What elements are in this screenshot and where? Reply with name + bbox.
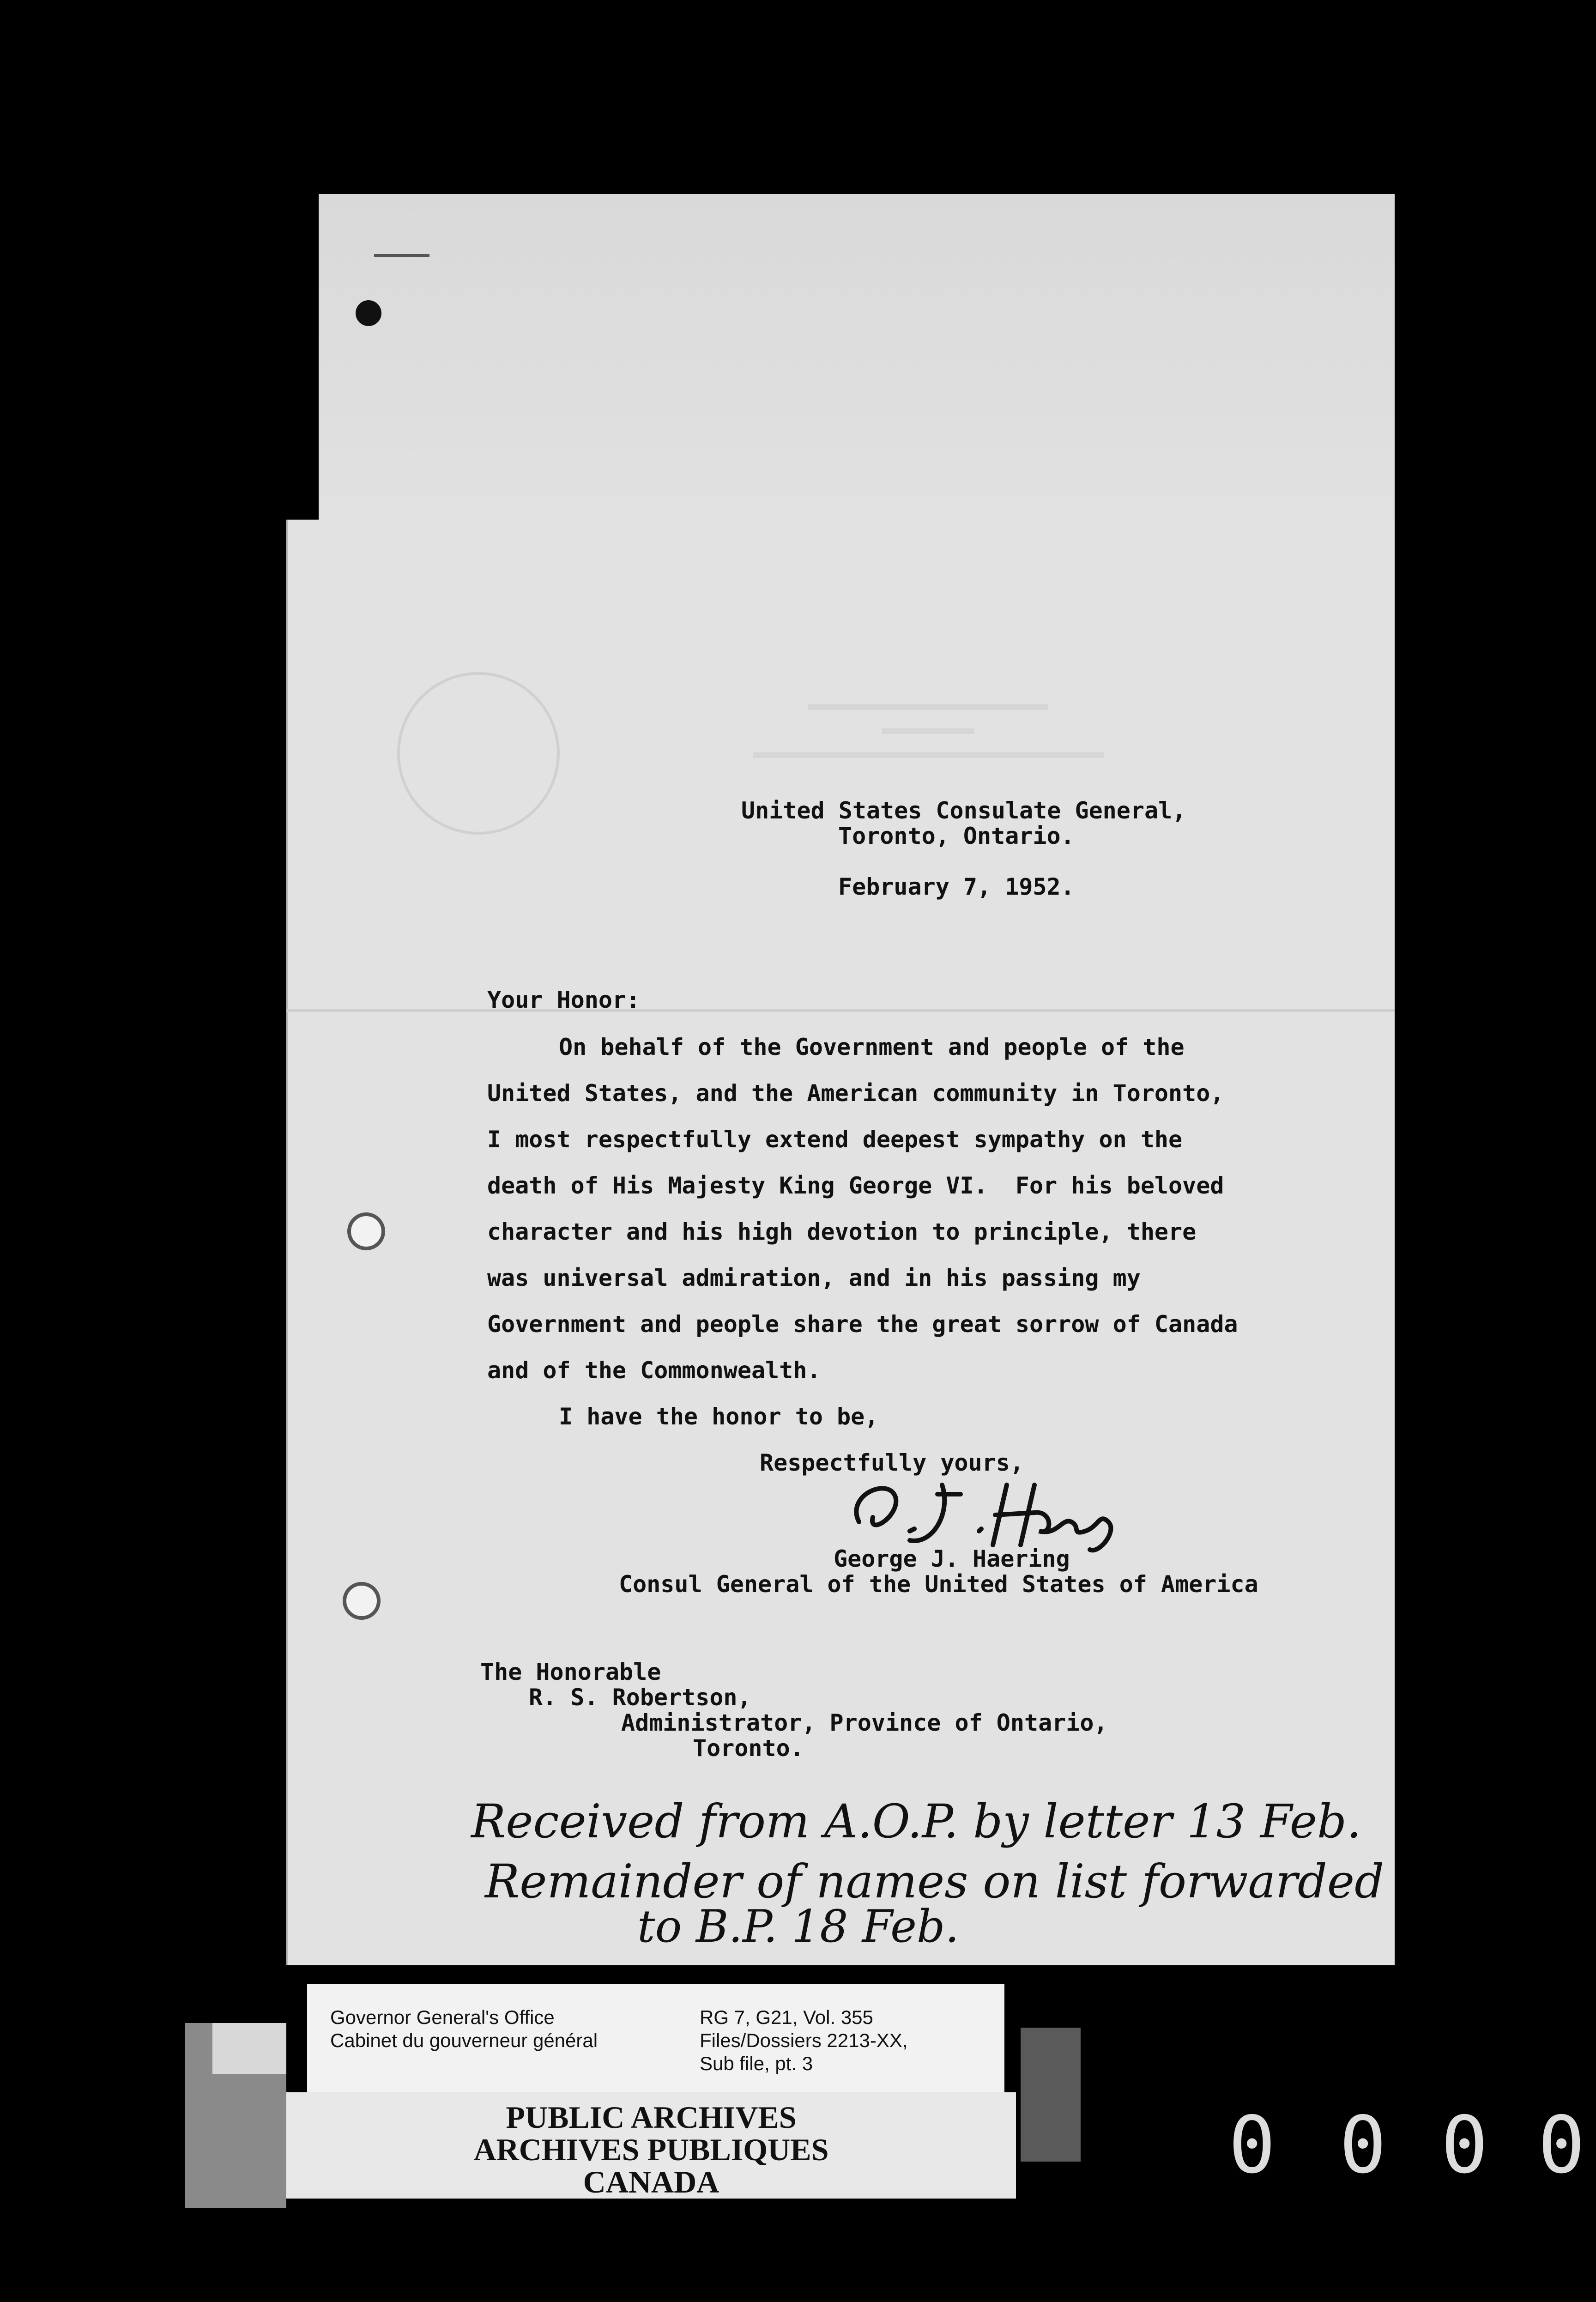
signer-name: George J. Haering xyxy=(834,1545,1070,1572)
complimentary-close: Respectfully yours, xyxy=(760,1449,1024,1476)
handwritten-note-line: Remainder of names on list forwarded xyxy=(485,1854,1384,1908)
addressee-line: Toronto. xyxy=(693,1735,804,1762)
body-line: Government and people share the great sorrow of Canada xyxy=(487,1311,1238,1338)
archive-reference-line: RG 7, G21, Vol. 355 xyxy=(700,2006,873,2028)
handwritten-note-line: to B.P. 18 Feb. xyxy=(637,1901,959,1952)
archive-reference-label xyxy=(307,1984,1004,2095)
closing-line: I have the honor to be, xyxy=(559,1403,879,1430)
frame-counter-digit: 0 xyxy=(1339,2100,1387,2191)
punch-hole-ring xyxy=(347,1212,385,1250)
archive-reference-line: Sub file, pt. 3 xyxy=(700,2053,813,2074)
frame-counter-digit: 0 xyxy=(1441,2100,1488,2191)
body-line: character and his high devotion to principle, there xyxy=(487,1218,1197,1245)
film-edge-block xyxy=(212,2023,286,2074)
signer-title: Consul General of the United States of America xyxy=(619,1571,1258,1598)
body-line: death of His Majesty King George VI. For his beloved xyxy=(487,1172,1224,1199)
addressee-line: The Honorable xyxy=(480,1659,661,1685)
body-line: On behalf of the Government and people of the xyxy=(559,1034,1185,1060)
letter-date: February 7, 1952. xyxy=(838,873,1075,900)
embossed-seal xyxy=(397,672,560,835)
body-line: was universal admiration, and in his passing my xyxy=(487,1265,1141,1291)
salutation: Your Honor: xyxy=(487,987,641,1013)
stamp-line: CANADA xyxy=(583,2164,719,2199)
body-line: and of the Commonwealth. xyxy=(487,1357,821,1384)
sender-line-1: United States Consulate General, xyxy=(741,797,1186,824)
addressee-line: R. S. Robertson, xyxy=(529,1684,751,1711)
office-name-fr: Cabinet du gouverneur général xyxy=(330,2029,598,2051)
archive-reference-line: Files/Dossiers 2213-XX, xyxy=(700,2029,908,2051)
stamp-line: PUBLIC ARCHIVES xyxy=(506,2100,797,2135)
punch-hole-ring xyxy=(343,1582,381,1620)
pen-mark xyxy=(374,254,429,257)
frame-counter-digit: 0 xyxy=(1538,2100,1585,2191)
letter-page xyxy=(286,520,1395,1965)
handwritten-note-line: Received from A.O.P. by letter 13 Feb. xyxy=(471,1794,1361,1848)
addressee-line: Administrator, Province of Ontario, xyxy=(621,1709,1108,1736)
handwritten-signature xyxy=(840,1466,1136,1559)
faded-letterhead xyxy=(720,686,1136,806)
office-name-en: Governor General's Office xyxy=(330,2006,555,2028)
body-line: United States, and the American community in Toronto, xyxy=(487,1080,1224,1107)
frame-counter-digit: 0 xyxy=(1228,2100,1276,2191)
fold-line xyxy=(286,1009,1395,1012)
sender-line-2: Toronto, Ontario. xyxy=(838,823,1075,849)
body-line: I most respectfully extend deepest sympathy on the xyxy=(487,1126,1183,1153)
archives-stamp xyxy=(286,2092,1016,2199)
punch-hole xyxy=(356,300,381,326)
film-edge-block xyxy=(1021,2028,1081,2162)
stamp-line: ARCHIVES PUBLIQUES xyxy=(473,2132,829,2167)
